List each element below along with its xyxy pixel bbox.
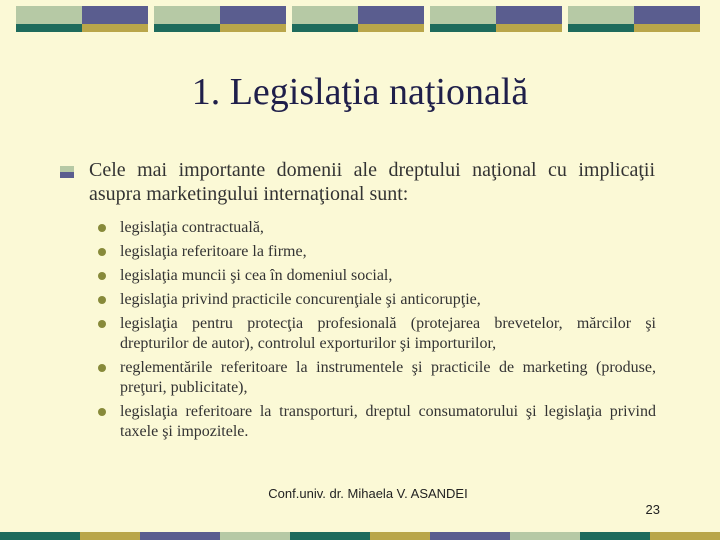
footer-author: Conf.univ. dr. Mihaela V. ASANDEI — [268, 486, 468, 501]
bullet-icon — [98, 248, 106, 256]
list-item — [98, 402, 656, 442]
list-item-text: legislaţia pentru protecţia profesională (protejarea brevetelor, mărcilor şi drepturilor de autor), controlul exporturilor şi importurilor, — [120, 315, 656, 352]
bullet-icon — [98, 272, 106, 280]
list-item-text: legislaţia contractuală, — [120, 219, 264, 236]
list-item-text: legislaţia muncii şi cea în domeniul social, — [120, 267, 393, 284]
list-item — [98, 290, 656, 310]
list-item — [98, 218, 656, 238]
list-item-text: reglementările referitoare la instrumentele şi practicile de marketing (produse, preţuri, publicitate), — [120, 359, 656, 396]
bullet-icon — [98, 408, 106, 416]
bullet-icon — [60, 166, 74, 178]
bullet-icon — [98, 364, 106, 372]
list-item — [98, 314, 656, 354]
list-item — [98, 266, 656, 286]
slide-title: 1. Legislaţia naţională — [191, 71, 529, 113]
bullet-icon — [98, 224, 106, 232]
list-item — [98, 242, 656, 262]
bullet-icon — [98, 296, 106, 304]
list-item — [98, 358, 656, 398]
list-item-text: legislaţia referitoare la transporturi, dreptul consumatorului şi legislaţia privind taxele şi impozitele. — [120, 403, 656, 440]
intro-paragraph: Cele mai importante domenii ale dreptului naţional cu implicaţii asupra marketingului internaţional sunt: — [89, 159, 655, 205]
domains-list — [98, 218, 656, 446]
list-item-text: legislaţia referitoare la firme, — [120, 243, 307, 260]
list-item-text: legislaţia privind practicile concurenţiale şi anticorupţie, — [120, 291, 481, 308]
top-decor-band — [0, 6, 720, 32]
bottom-decor-band — [0, 532, 720, 540]
page-number: 23 — [645, 502, 660, 517]
bullet-icon — [98, 320, 106, 328]
